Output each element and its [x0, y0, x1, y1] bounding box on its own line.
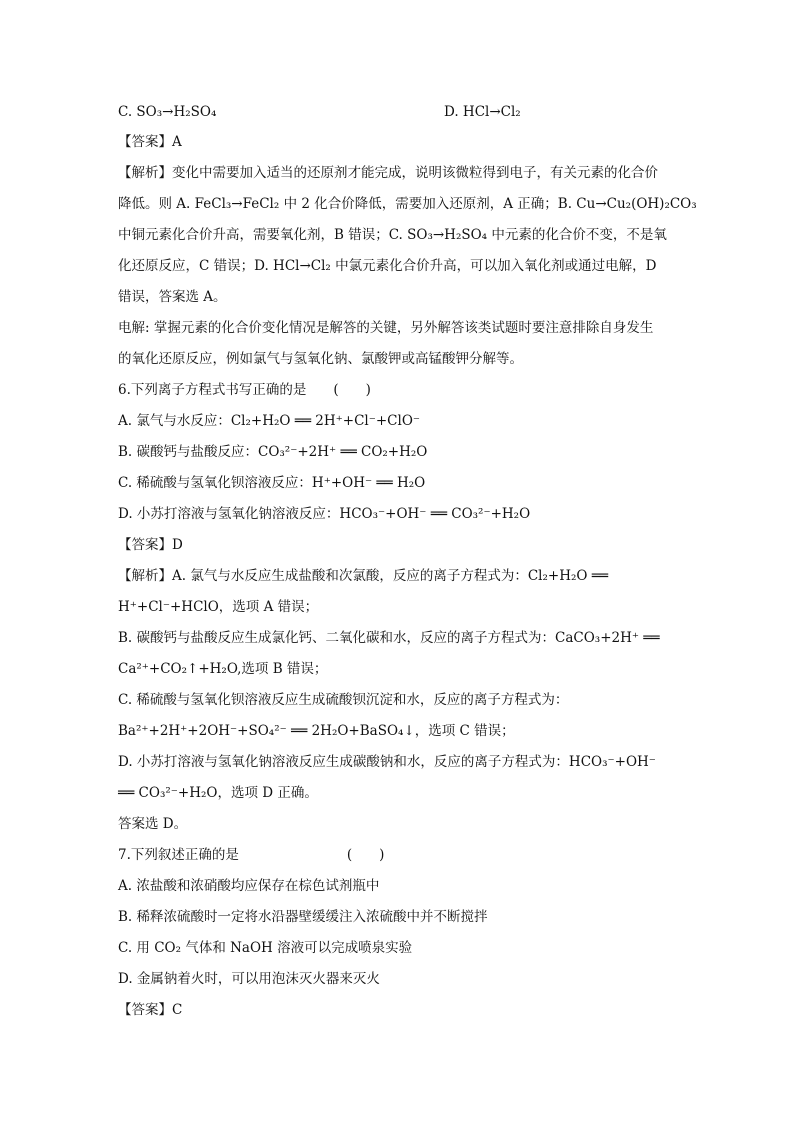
text-line: 降低。则 A. FeCl₃→FeCl₂ 中 2 化合价降低，需要加入还原剂，A 正确；B. Cu→Cu₂(OH)₂CO₃ [118, 196, 697, 212]
text-line: 的氧化还原反应，例如氯气与氢氧化钠、氯酸钾或高锰酸钾分解等。 [118, 351, 523, 367]
text-line: Ba²⁺+2H⁺+2OH⁻+SO₄²⁻ ══ 2H₂O+BaSO₄↓，选项 C 错误； [118, 723, 515, 739]
text-line: ══ CO₃²⁻+H₂O，选项 D 正确。 [118, 785, 318, 801]
text-line: 错误，答案选 A。 [118, 289, 227, 305]
text-line: Ca²⁺+CO₂↑+H₂O,选项 B 错误； [118, 661, 328, 677]
text-line: 【解析】变化中需要加入适当的还原剂才能完成，说明该微粒得到电子，有关元素的化合价 [118, 165, 658, 181]
text-line: D. HCl→Cl₂ [444, 104, 521, 120]
text-line: 答案选 D。 [118, 816, 188, 832]
text-line: 【答案】D [118, 537, 183, 553]
text-line: 【答案】A [118, 134, 182, 150]
text-line: 化还原反应，C 错误；D. HCl→Cl₂ 中氯元素化合价升高，可以加入氧化剂或通过电解，D [118, 258, 657, 274]
text-line: D. 小苏打溶液与氢氧化钠溶液反应生成碳酸钠和水，反应的离子方程式为：HCO₃⁻+OH⁻ [118, 754, 656, 770]
text-line: 6.下列离子方程式书写正确的是 ( ) [118, 382, 371, 398]
text-line: A. 氯气与水反应：Cl₂+H₂O ══ 2H⁺+Cl⁻+ClO⁻ [118, 413, 421, 429]
text-line: C. 用 CO₂ 气体和 NaOH 溶液可以完成喷泉实验 [118, 940, 413, 956]
text-line: D. 小苏打溶液与氢氧化钠溶液反应：HCO₃⁻+OH⁻ ══ CO₃²⁻+H₂O [118, 506, 531, 522]
text-line: C. 稀硫酸与氢氧化钡溶液反应生成硫酸钡沉淀和水，反应的离子方程式为： [118, 692, 569, 708]
text-line: 中铜元素化合价升高，需要氧化剂，B 错误；C. SO₃→H₂SO₄ 中元素的化合价不变，不是氧 [118, 227, 667, 243]
text-line: 电解: 掌握元素的化合价变化情况是解答的关键，另外解答该类试题时要注意排除自身发生 [118, 320, 654, 336]
text-line: C. 稀硫酸与氢氧化钡溶液反应：H⁺+OH⁻ ══ H₂O [118, 475, 426, 491]
text-line: B. 碳酸钙与盐酸反应：CO₃²⁻+2H⁺ ══ CO₂+H₂O [118, 444, 428, 460]
text-line: 【答案】C [118, 1002, 183, 1018]
text-line: 【解析】A. 氯气与水反应生成盐酸和次氯酸，反应的离子方程式为：Cl₂+H₂O ══ [118, 568, 609, 584]
text-line: C. SO₃→H₂SO₄ [118, 104, 217, 120]
text-line: B. 碳酸钙与盐酸反应生成氯化钙、二氧化碳和水，反应的离子方程式为：CaCO₃+2H⁺ ══ [118, 630, 660, 646]
text-line: B. 稀释浓硫酸时一定将水沿器壁缓缓注入浓硫酸中并不断搅拌 [118, 909, 488, 925]
text-line: D. 金属钠着火时，可以用泡沫灭火器来灭火 [118, 971, 380, 987]
text-line: A. 浓盐酸和浓硝酸均应保存在棕色试剂瓶中 [118, 878, 380, 894]
text-line: 7.下列叙述正确的是 ( ) [118, 847, 385, 863]
text-line: H⁺+Cl⁻+HClO，选项 A 错误； [118, 599, 319, 615]
